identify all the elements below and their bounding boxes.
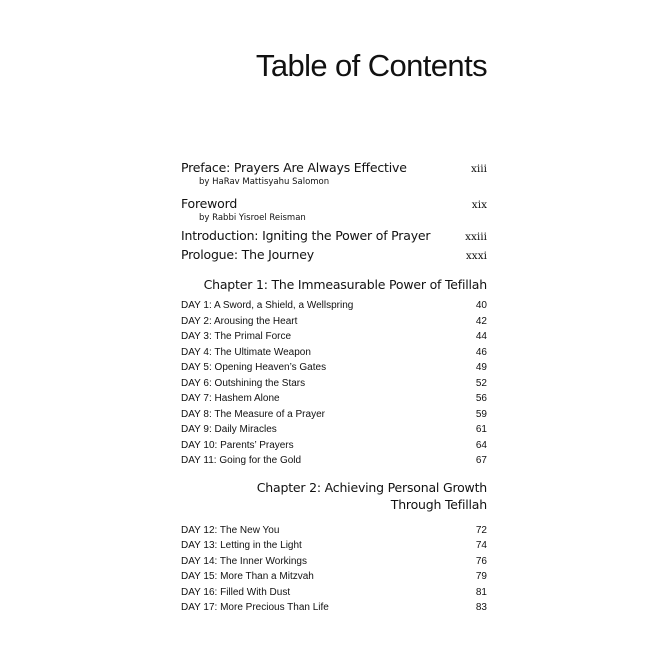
entry-title: DAY 2: Arousing the Heart — [181, 315, 298, 327]
chapter-heading — [181, 276, 487, 293]
page-number: 81 — [475, 586, 487, 598]
entry-title: DAY 16: Filled With Dust — [181, 586, 291, 598]
entry-title: DAY 8: The Measure of a Prayer — [181, 408, 325, 420]
toc-row — [181, 523, 487, 539]
entry-byline: by Rabbi Yisroel Reisman — [199, 213, 306, 223]
entry-title: DAY 13: Letting in the Light — [181, 540, 302, 551]
toc-row — [181, 600, 487, 616]
page-number: 72 — [475, 524, 487, 536]
entry-title: DAY 4: The Ultimate Weapon — [181, 346, 311, 358]
page-title: Table of Contents — [255, 48, 487, 83]
page-number: 49 — [475, 362, 487, 373]
entry-title: DAY 7: Hashem Alone — [181, 393, 280, 404]
entry-title: DAY 15: More Than a Mitzvah — [181, 571, 314, 582]
toc-row — [181, 376, 487, 392]
toc-row — [181, 453, 487, 469]
page-number: xxiii — [465, 231, 487, 243]
chapter-heading-line: Chapter 2: Achieving Personal Growth — [256, 479, 487, 495]
entry-title: DAY 10: Parents’ Prayers — [181, 439, 294, 451]
toc-row — [181, 360, 487, 376]
toc-row — [181, 538, 487, 554]
chapter-heading — [181, 479, 487, 513]
page-number: 42 — [475, 315, 487, 327]
page-number: 64 — [475, 439, 487, 451]
entry-title: DAY 5: Opening Heaven’s Gates — [181, 362, 327, 373]
toc-row — [181, 391, 487, 407]
toc-row — [181, 345, 487, 361]
toc-row — [181, 554, 487, 570]
page-number: xxxi — [465, 250, 487, 262]
entry-title: Foreword — [181, 196, 238, 211]
entry-title: Introduction: Igniting the Power of Prayer — [181, 228, 431, 243]
entry-byline: by HaRav Mattisyahu Salomon — [199, 177, 330, 187]
toc-row — [181, 569, 487, 585]
page-number: 52 — [475, 377, 487, 389]
page-number: xiii — [471, 163, 487, 175]
front-entry-introduction — [181, 228, 487, 247]
chapter-section-2 — [181, 479, 487, 616]
toc-row — [181, 438, 487, 454]
page-number: 61 — [475, 424, 487, 435]
page-number: 59 — [475, 408, 487, 420]
entry-title: DAY 1: A Sword, a Shield, a Wellspring — [181, 300, 354, 311]
chapter-heading-line: Through Tefillah — [390, 496, 487, 512]
front-entry-preface — [181, 160, 487, 196]
entry-title: DAY 9: Daily Miracles — [181, 424, 277, 435]
page-number: 67 — [475, 455, 487, 466]
entry-title: DAY 14: The Inner Workings — [181, 555, 307, 567]
entry-title: DAY 11: Going for the Gold — [181, 455, 302, 466]
toc-row — [181, 407, 487, 423]
chapter-section-1 — [181, 276, 487, 469]
page-number: 74 — [475, 540, 487, 551]
entry-title: DAY 6: Outshining the Stars — [181, 377, 306, 389]
page-number: 83 — [475, 602, 487, 613]
entry-title: DAY 17: More Precious Than Life — [181, 602, 329, 613]
toc-row — [181, 329, 487, 345]
entry-title: Prologue: The Journey — [181, 247, 314, 262]
toc-row — [181, 298, 487, 314]
page-number: 76 — [475, 555, 487, 567]
entry-title: DAY 12: The New You — [181, 524, 280, 536]
toc-row — [181, 585, 487, 601]
front-entry-foreword — [181, 196, 487, 228]
page-number: 56 — [475, 393, 487, 404]
front-entry-prologue — [181, 247, 487, 271]
toc-row — [181, 422, 487, 438]
toc-row — [181, 314, 487, 330]
entry-title: DAY 3: The Primal Force — [181, 331, 292, 342]
entry-title: Preface: Prayers Are Always Effective — [181, 160, 407, 175]
page-number: 40 — [475, 300, 487, 311]
page-number: 46 — [475, 346, 487, 358]
page-number: xix — [471, 199, 487, 211]
page-number: 79 — [475, 571, 487, 582]
page-number: 44 — [475, 331, 487, 342]
chapter-heading-line: Chapter 1: The Immeasurable Power of Tefillah — [203, 277, 487, 292]
toc-list — [181, 160, 487, 616]
